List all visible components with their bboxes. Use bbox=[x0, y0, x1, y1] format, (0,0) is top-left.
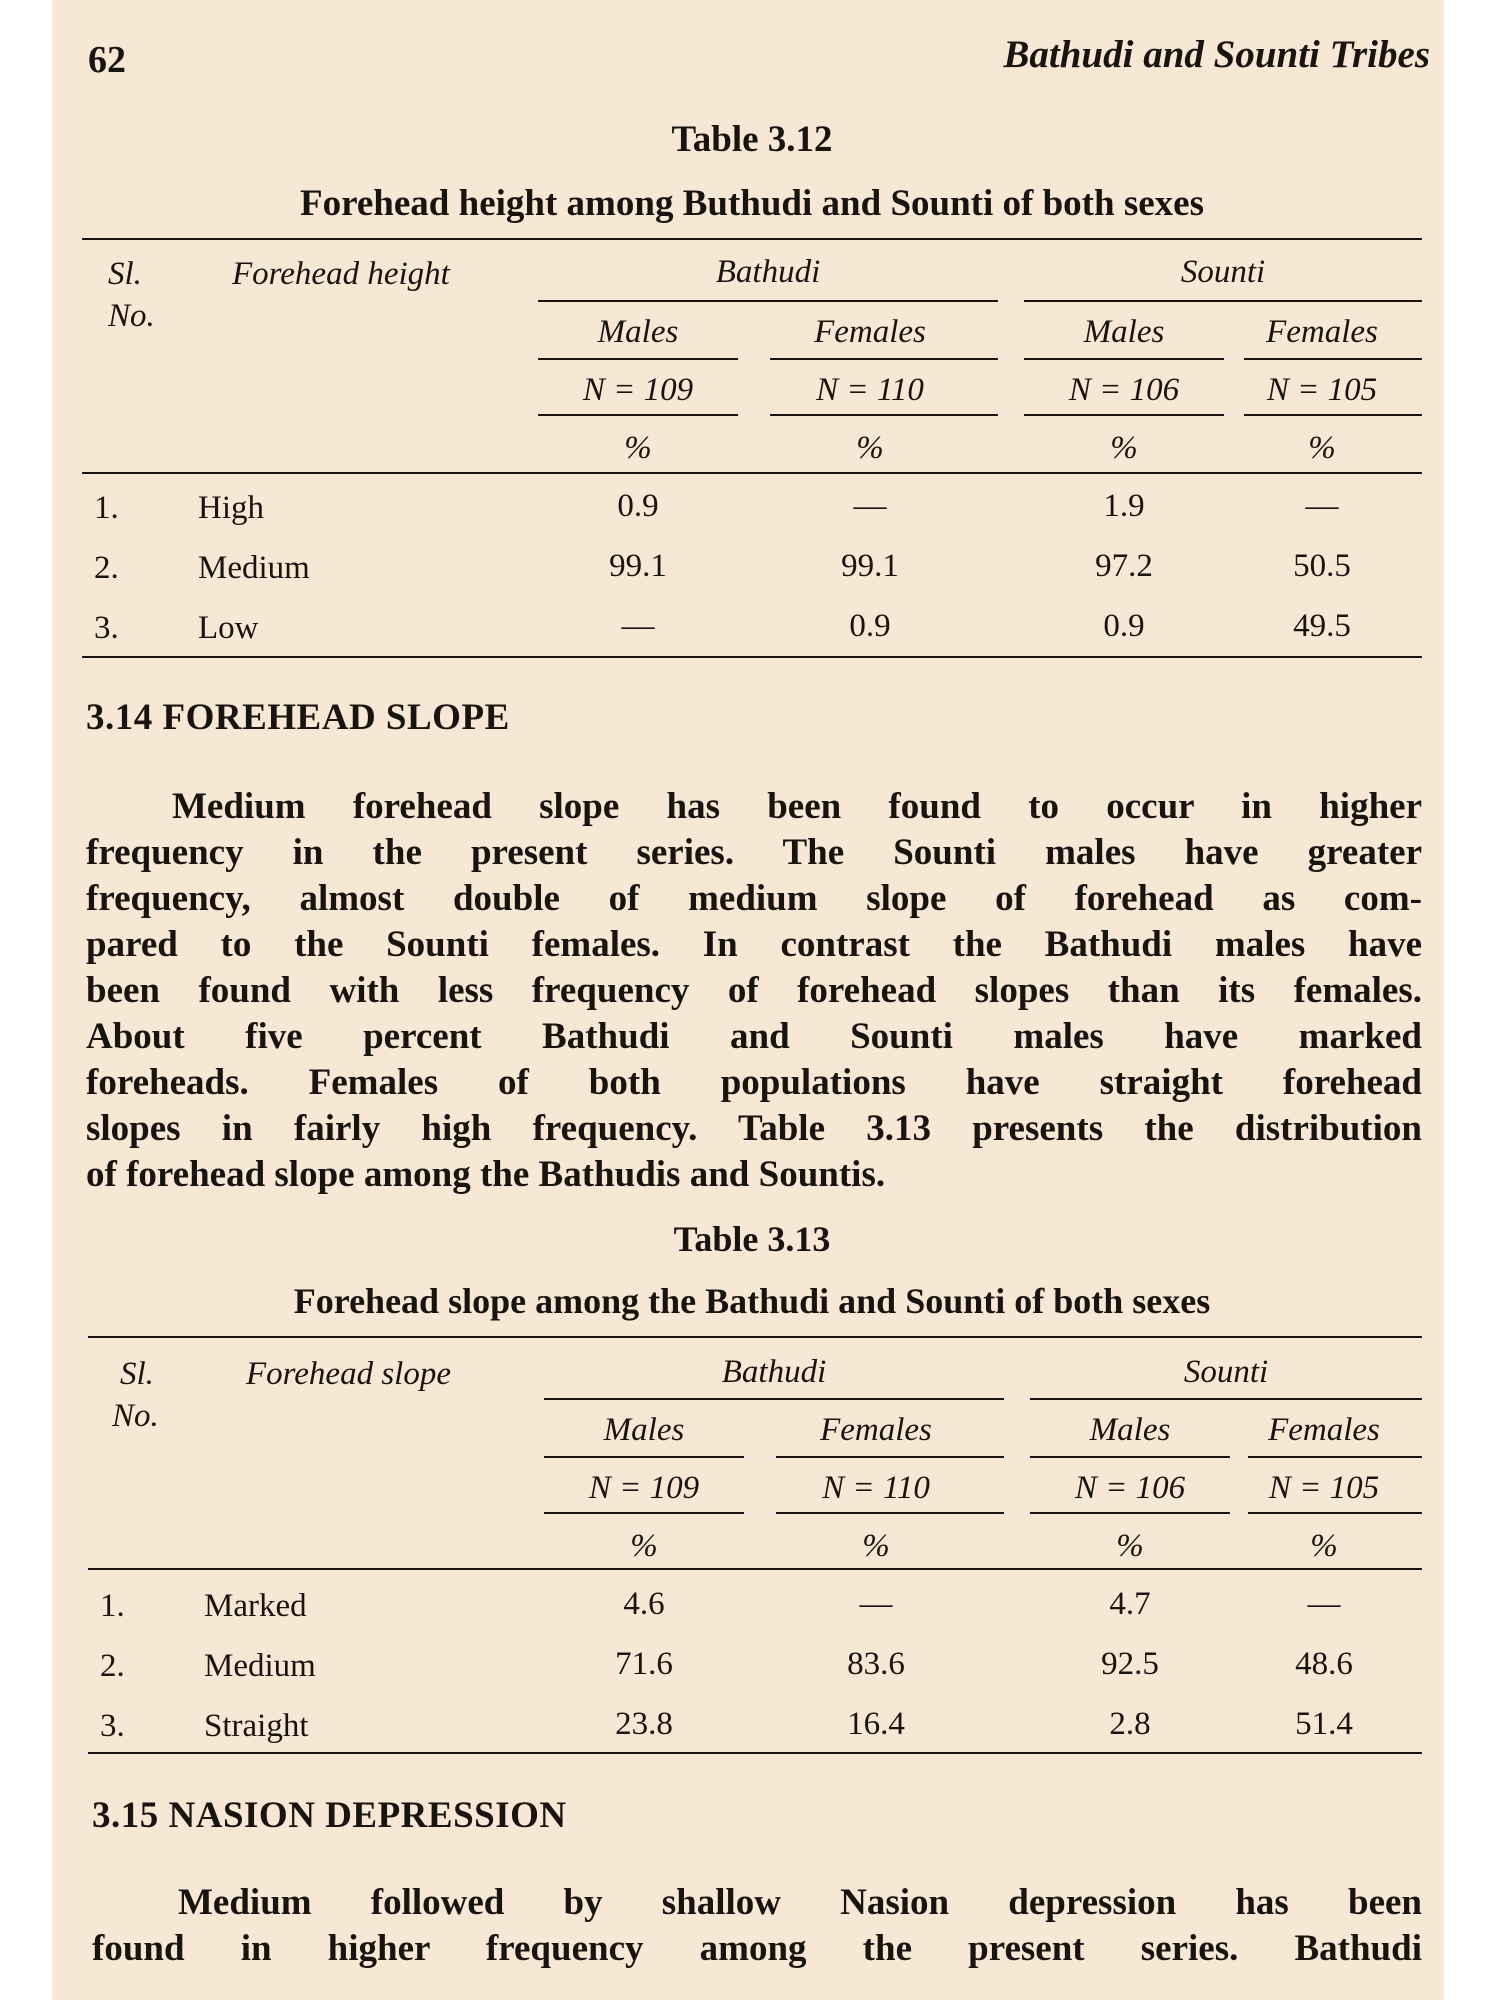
row-label: Straight bbox=[204, 1708, 309, 1744]
table-cell: 4.7 bbox=[1109, 1586, 1151, 1622]
percent-heading: % bbox=[1116, 1528, 1144, 1564]
body-paragraph bbox=[92, 1880, 1422, 1972]
sub-rule bbox=[770, 358, 998, 360]
sub-heading: Males bbox=[603, 1412, 685, 1448]
attribute-heading: Forehead slope bbox=[246, 1356, 451, 1392]
attribute-heading: Forehead height bbox=[232, 256, 450, 292]
text-line: been found with less frequency of forehead slopes than its females. bbox=[86, 970, 1422, 1011]
sub-rule bbox=[770, 414, 998, 416]
text-line: Medium followed by shallow Nasion depression has been bbox=[178, 1882, 1422, 1923]
group-heading-bathudi: Bathudi bbox=[721, 1354, 827, 1390]
table-cell: 23.8 bbox=[615, 1706, 673, 1742]
sl-heading: Sl. bbox=[120, 1356, 154, 1392]
group-rule bbox=[1024, 300, 1422, 302]
table-cell: 48.6 bbox=[1295, 1646, 1353, 1682]
sub-rule bbox=[776, 1512, 1004, 1514]
sample-size: N = 105 bbox=[1268, 1470, 1380, 1506]
sub-rule bbox=[1030, 1456, 1230, 1458]
table-rule-bottom bbox=[88, 1752, 1422, 1754]
sub-rule bbox=[1030, 1512, 1230, 1514]
table-cell: 83.6 bbox=[847, 1646, 905, 1682]
row-label: Marked bbox=[204, 1588, 307, 1624]
table-cell: 92.5 bbox=[1101, 1646, 1159, 1682]
row-label: Medium bbox=[198, 550, 310, 586]
sub-heading: Females bbox=[1266, 314, 1378, 350]
percent-heading: % bbox=[630, 1528, 658, 1564]
sub-rule bbox=[538, 414, 738, 416]
table-cell: 97.2 bbox=[1095, 548, 1153, 584]
table-cell: 51.4 bbox=[1295, 1706, 1353, 1742]
table-cell: 99.1 bbox=[841, 548, 899, 584]
group-rule bbox=[1030, 1398, 1422, 1400]
sub-heading: Females bbox=[820, 1412, 932, 1448]
sub-rule bbox=[1024, 358, 1224, 360]
sub-rule bbox=[544, 1456, 744, 1458]
sub-rule bbox=[1248, 1512, 1422, 1514]
percent-heading: % bbox=[624, 430, 652, 466]
sub-heading: Females bbox=[814, 314, 926, 350]
sub-rule bbox=[1024, 414, 1224, 416]
table-rule-top bbox=[82, 238, 1422, 240]
text-line: of forehead slope among the Bathudis and Sountis. bbox=[86, 1154, 886, 1195]
group-rule bbox=[538, 300, 998, 302]
sample-size: N = 106 bbox=[1074, 1470, 1186, 1506]
table-cell: 99.1 bbox=[609, 548, 667, 584]
section-heading: 3.14 FOREHEAD SLOPE bbox=[86, 697, 510, 738]
table-cell: — bbox=[1305, 488, 1339, 524]
table-cell: 2.8 bbox=[1109, 1706, 1151, 1742]
sample-size: N = 110 bbox=[822, 1470, 930, 1506]
section-heading: 3.15 NASION DEPRESSION bbox=[92, 1795, 567, 1836]
sample-size: N = 105 bbox=[1266, 372, 1378, 408]
text-line: pared to the Sounti females. In contrast the Bathudi males have bbox=[86, 924, 1422, 965]
body-paragraph bbox=[86, 784, 1422, 1198]
table-rule-top bbox=[88, 1336, 1422, 1338]
sample-size: N = 106 bbox=[1068, 372, 1180, 408]
table-cell: 71.6 bbox=[615, 1646, 673, 1682]
group-heading-sounti: Sounti bbox=[1180, 254, 1266, 290]
table-cell: — bbox=[859, 1586, 893, 1622]
table-cell: 0.9 bbox=[1103, 608, 1145, 644]
percent-heading: % bbox=[1310, 1528, 1338, 1564]
row-number: 1. bbox=[94, 490, 119, 526]
sub-heading: Males bbox=[597, 314, 679, 350]
table-cell: 50.5 bbox=[1293, 548, 1351, 584]
text-line: slopes in fairly high frequency. Table 3.13 presents the distribution bbox=[86, 1108, 1422, 1149]
table-rule-bottom bbox=[82, 656, 1422, 658]
row-label: Low bbox=[198, 610, 259, 646]
running-title: Bathudi and Sounti Tribes bbox=[1003, 33, 1430, 76]
row-label: Medium bbox=[204, 1648, 316, 1684]
percent-heading: % bbox=[856, 430, 884, 466]
table-label: Table 3.12 bbox=[671, 119, 833, 160]
sample-size: N = 110 bbox=[816, 372, 924, 408]
text-line: foreheads. Females of both populations have straight forehead bbox=[86, 1062, 1422, 1103]
row-number: 3. bbox=[94, 610, 119, 646]
text-line: About five percent Bathudi and Sounti males have marked bbox=[86, 1016, 1422, 1057]
table-cell: 0.9 bbox=[617, 488, 659, 524]
table-cell: — bbox=[853, 488, 887, 524]
table-rule-header bbox=[82, 472, 1422, 474]
sample-size: N = 109 bbox=[582, 372, 694, 408]
row-number: 3. bbox=[100, 1708, 125, 1744]
sub-rule bbox=[776, 1456, 1004, 1458]
table-cell: 0.9 bbox=[849, 608, 891, 644]
sub-rule bbox=[544, 1512, 744, 1514]
group-rule bbox=[544, 1398, 1004, 1400]
sub-rule bbox=[1248, 1456, 1422, 1458]
text-line: Medium forehead slope has been found to occur in higher bbox=[172, 786, 1422, 827]
row-number: 1. bbox=[100, 1588, 125, 1624]
table-label: Table 3.13 bbox=[673, 1219, 831, 1259]
table-cell: 49.5 bbox=[1293, 608, 1351, 644]
percent-heading: % bbox=[1308, 430, 1336, 466]
table-rule-header bbox=[88, 1568, 1422, 1570]
percent-heading: % bbox=[1110, 430, 1138, 466]
sub-heading: Males bbox=[1089, 1412, 1171, 1448]
table-caption: Forehead slope among the Bathudi and Sounti of both sexes bbox=[293, 1281, 1211, 1321]
text-line: frequency in the present series. The Sounti males have greater bbox=[86, 832, 1422, 873]
table-cell: 4.6 bbox=[623, 1586, 665, 1622]
percent-heading: % bbox=[862, 1528, 890, 1564]
row-label: High bbox=[198, 490, 264, 526]
group-heading-sounti: Sounti bbox=[1183, 1354, 1269, 1390]
sub-heading: Males bbox=[1083, 314, 1165, 350]
text-line: frequency, almost double of medium slope of forehead as com- bbox=[86, 878, 1422, 919]
sub-rule bbox=[538, 358, 738, 360]
sub-rule bbox=[1244, 358, 1422, 360]
table-cell: — bbox=[621, 608, 655, 644]
text-line: found in higher frequency among the present series. Bathudi bbox=[92, 1928, 1422, 1969]
page-number: 62 bbox=[88, 39, 126, 81]
no-heading: No. bbox=[108, 298, 155, 334]
row-number: 2. bbox=[94, 550, 119, 586]
table-cell: 16.4 bbox=[847, 1706, 905, 1742]
no-heading: No. bbox=[112, 1398, 159, 1434]
sample-size: N = 109 bbox=[588, 1470, 700, 1506]
sub-rule bbox=[1244, 414, 1422, 416]
sub-heading: Females bbox=[1268, 1412, 1380, 1448]
table-caption: Forehead height among Buthudi and Sounti of both sexes bbox=[300, 183, 1204, 224]
table-cell: — bbox=[1307, 1586, 1341, 1622]
group-heading-bathudi: Bathudi bbox=[715, 254, 821, 290]
table-cell: 1.9 bbox=[1103, 488, 1145, 524]
sl-heading: Sl. bbox=[108, 256, 142, 292]
row-number: 2. bbox=[100, 1648, 125, 1684]
